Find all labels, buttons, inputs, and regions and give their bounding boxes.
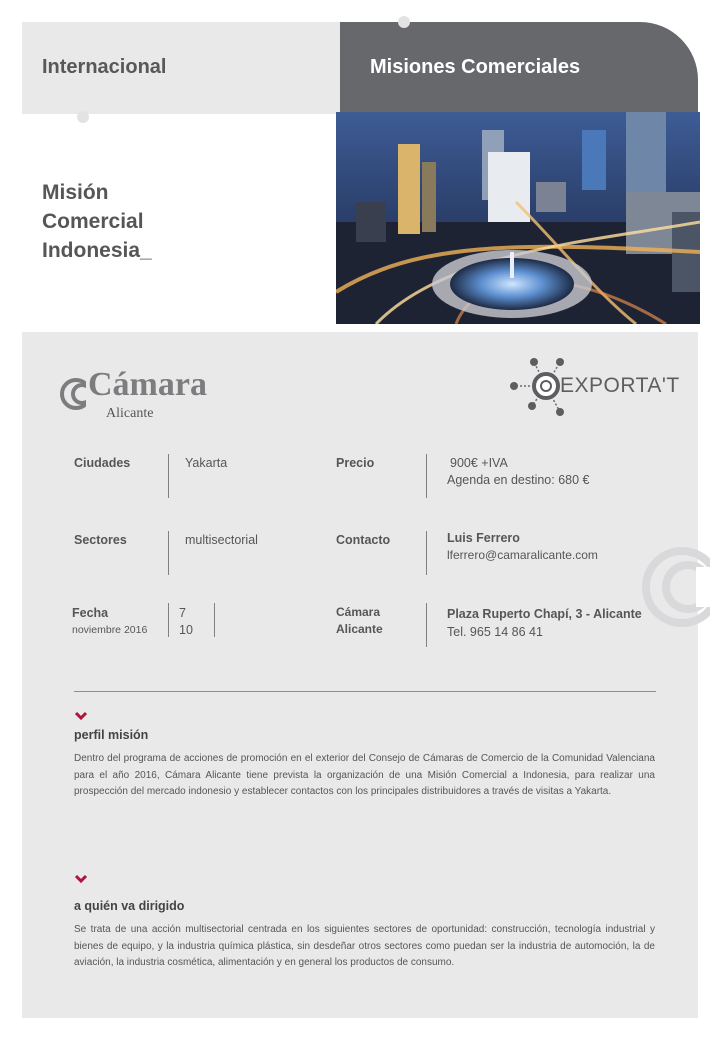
city-night-image: [336, 112, 700, 324]
perfil-mision-title: perfil misión: [74, 728, 149, 742]
sectores-value: multisectorial: [185, 533, 258, 547]
camara-label-line2: Alicante: [336, 622, 383, 636]
divider-line: [214, 603, 215, 637]
header-right-label: Misiones Comerciales: [370, 56, 581, 78]
camara-label-line1: Cámara: [336, 605, 381, 619]
title-line-2: Comercial: [42, 210, 144, 233]
divider-line: [426, 454, 427, 498]
ciudades-value: Yakarta: [185, 456, 228, 470]
contacto-name: Luis Ferrero: [447, 531, 520, 545]
camara-logo-text: Cámara: [88, 366, 207, 403]
exportat-logo: [506, 354, 680, 418]
fecha-label: Fecha: [72, 606, 109, 620]
dirigido-text: Se trata de una acción multisectorial centrada en los siguientes sectores de oportunidad: construcción, tecnología industrial y bienes de equipo, y la industria química plástica, sin desdeñar otros sectores como puedan ser la industria de automoción, la de aviación, la industria cosmética, alimentación y en general los productos de consumo.: [74, 924, 655, 968]
precio-label: Precio: [336, 456, 375, 470]
chevron-down-icon: [74, 711, 88, 721]
divider-line: [168, 603, 169, 637]
camara-alicante-logo: [60, 366, 210, 426]
info-panel: [22, 332, 698, 1018]
section-divider: [74, 691, 656, 692]
decor-dot: [398, 16, 410, 28]
exportat-logo-text: EXPORTA'T: [560, 374, 680, 397]
dirigido-title: a quién va dirigido: [74, 899, 185, 913]
title-line-3: Indonesia_: [42, 239, 152, 262]
fecha-day-end: 10: [179, 623, 193, 637]
title-line-1: Misión: [42, 181, 109, 204]
divider-line: [426, 603, 427, 647]
divider-line: [168, 531, 169, 575]
contacto-label: Contacto: [336, 533, 391, 547]
perfil-mision-text: Dentro del programa de acciones de promoción en el exterior del Consejo de Cámaras de Comercio de la Comunidad Valenciana para el año 2016, Cámara Alicante tiene prevista la organización de una Misión Comercial a Indonesia, para realizar una prospección del mercado indonesio y establecer contactos con los principales distribuidores a través de visitas a Yakarta.: [74, 753, 655, 797]
chevron-down-icon: [74, 874, 88, 884]
precio-value: 900€ +IVA: [450, 456, 508, 470]
contacto-email[interactable]: lferrero@camaralicante.com: [447, 548, 598, 562]
mission-title: [42, 178, 152, 265]
camara-logo-subtext: Alicante: [106, 406, 154, 421]
address: Plaza Ruperto Chapí, 3 - Alicante: [447, 607, 642, 621]
fecha-day-start: 7: [179, 606, 186, 620]
divider-line: [168, 454, 169, 498]
header-left-label: Internacional: [42, 56, 167, 78]
ciudades-label: Ciudades: [74, 456, 131, 470]
camara-watermark-icon: [640, 545, 710, 630]
sectores-label: Sectores: [74, 533, 127, 547]
decor-dot: [77, 111, 89, 123]
divider-line: [426, 531, 427, 575]
precio-agenda: Agenda en destino: 680 €: [447, 473, 590, 487]
phone: Tel. 965 14 86 41: [447, 625, 543, 639]
fecha-month: noviembre 2016: [72, 624, 148, 636]
jakarta-city-photo: [336, 112, 700, 324]
